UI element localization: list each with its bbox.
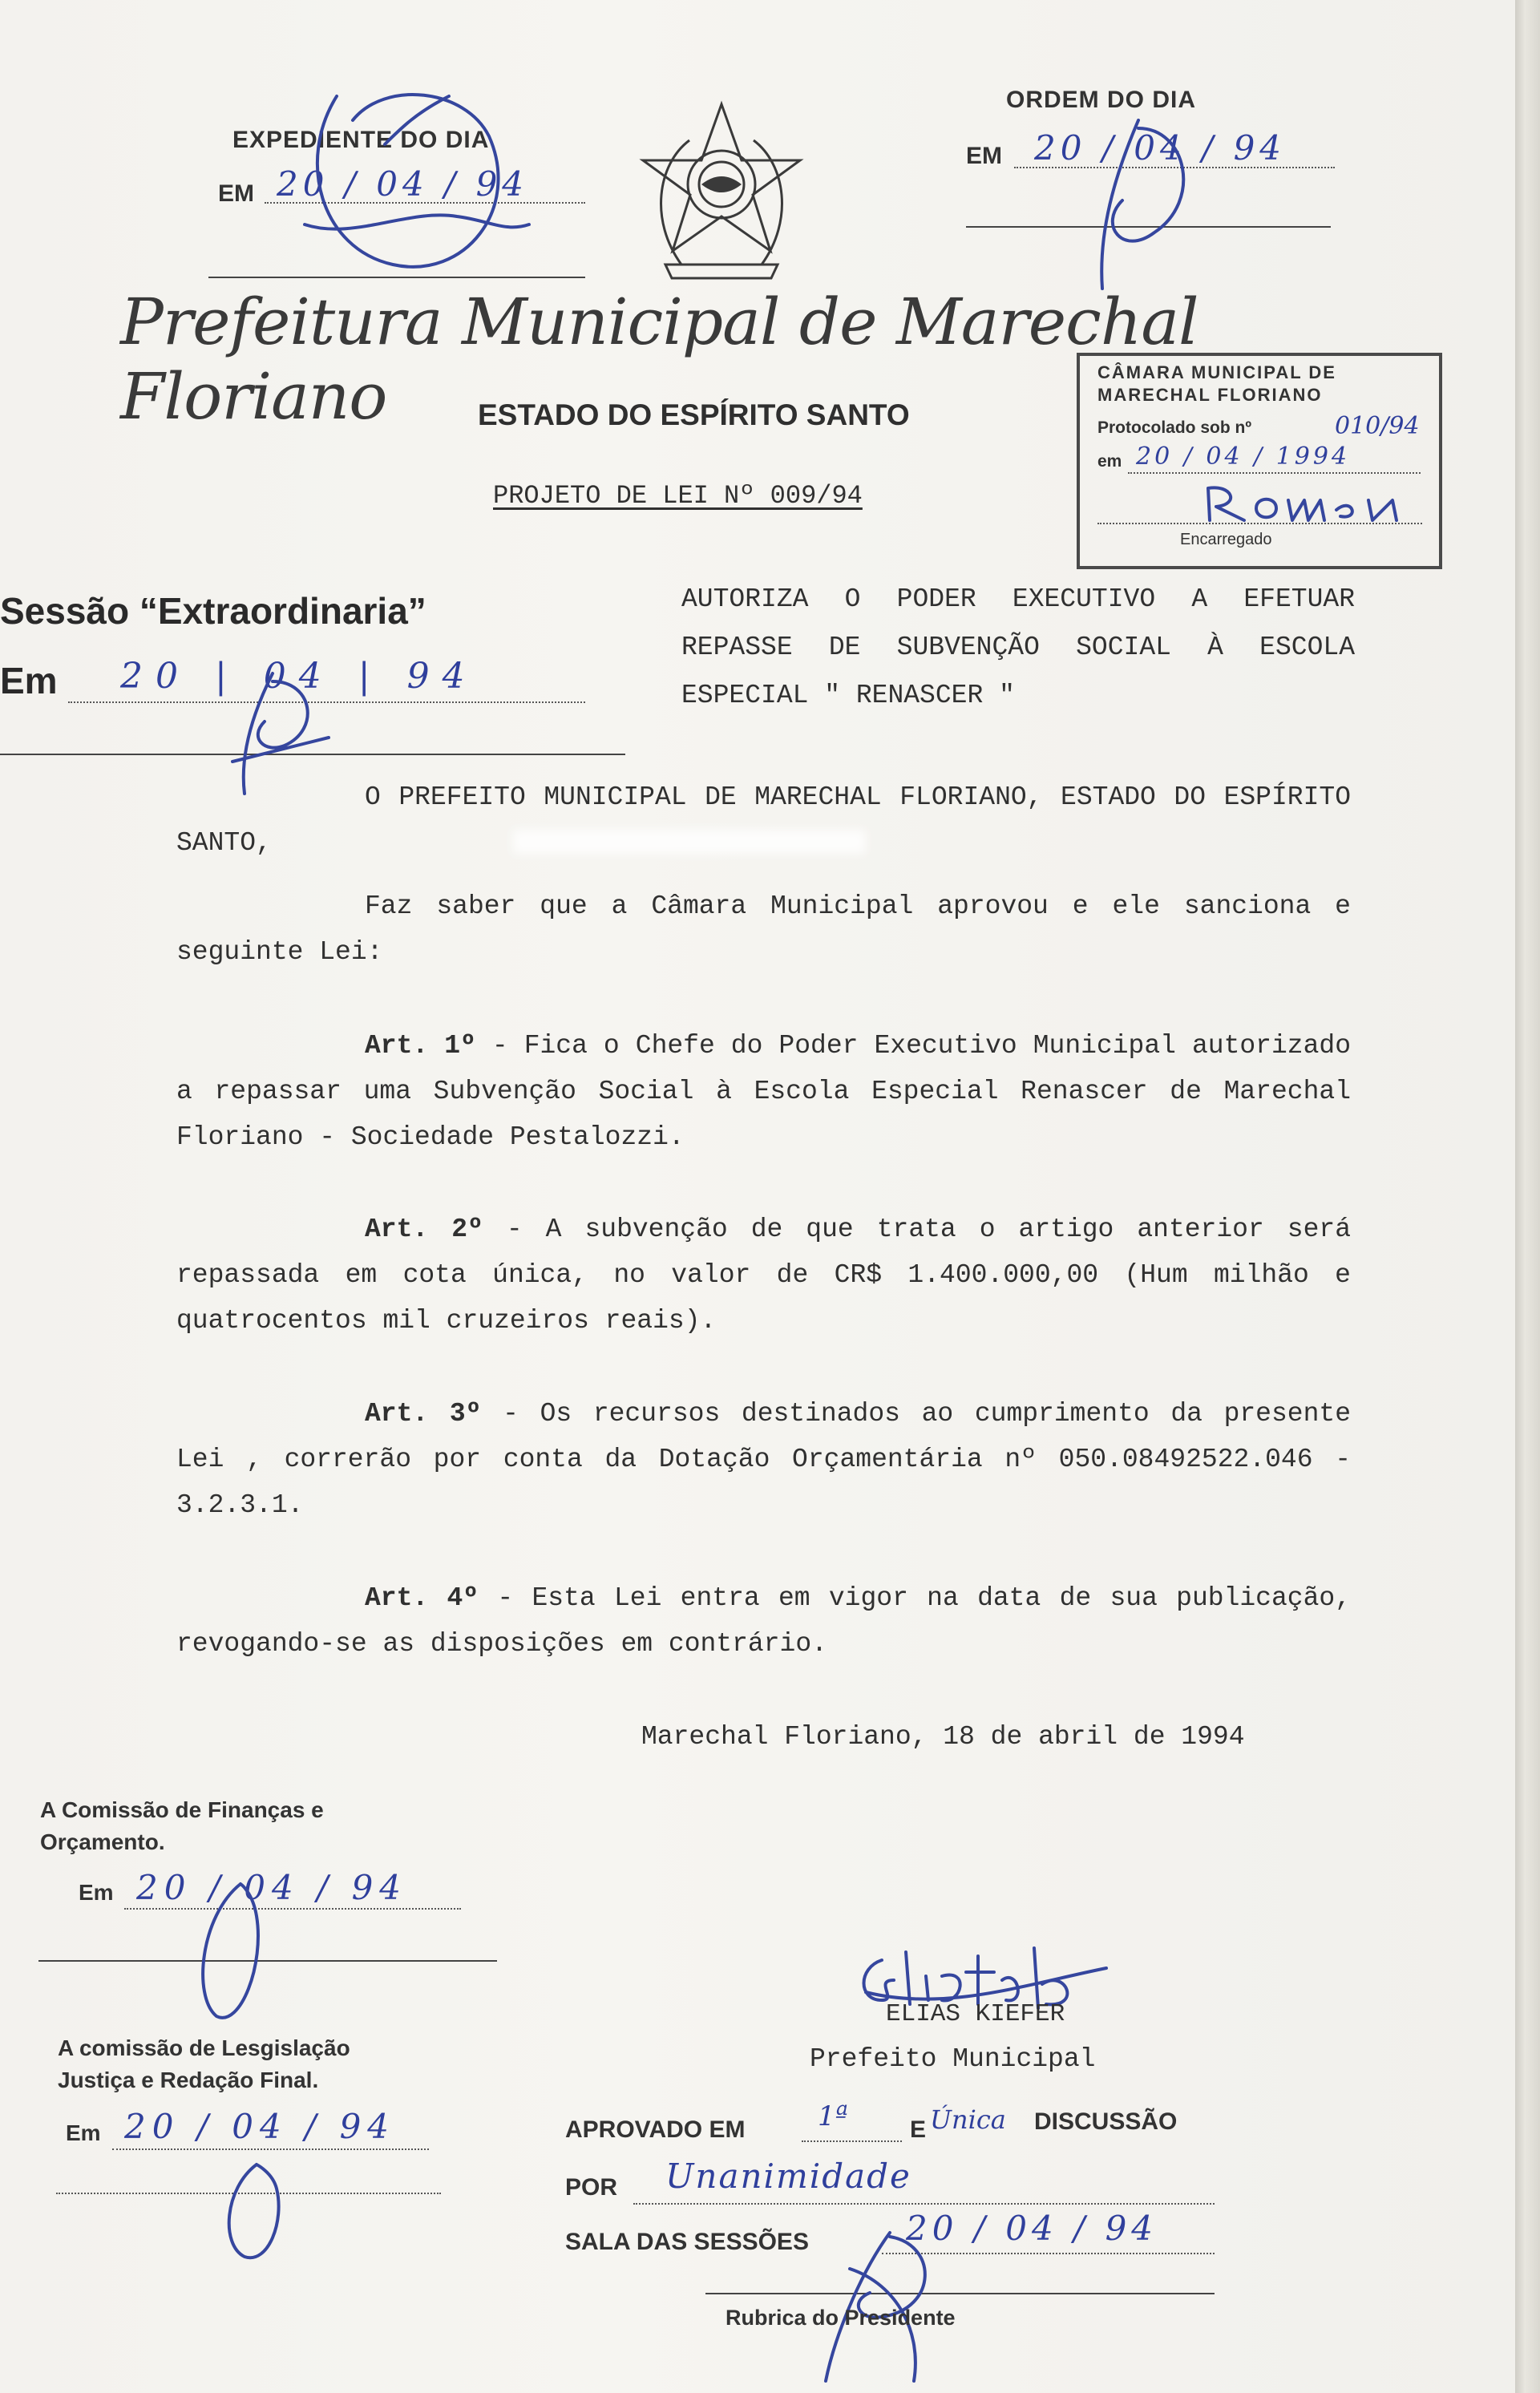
por-value: Unanimidade bbox=[665, 2157, 911, 2196]
sessao-label: Sessão “Extraordinaria” bbox=[0, 590, 426, 632]
comissao-financas-signature bbox=[184, 1868, 289, 2028]
article-2-label: Art. 2º bbox=[365, 1215, 483, 1244]
article-3 bbox=[176, 1391, 1351, 1528]
ordem-signature-scribble bbox=[1066, 104, 1219, 305]
comissao-justica-date-line bbox=[112, 2148, 429, 2150]
rubrica-label: Rubrica do Presidente bbox=[726, 2306, 956, 2330]
protocol-line1: CÂMARA MUNICIPAL DE bbox=[1097, 362, 1336, 382]
expediente-signature-scribble bbox=[289, 64, 545, 305]
protocol-number: 010/94 bbox=[1335, 412, 1420, 440]
aprovado-label: APROVADO EM bbox=[565, 2116, 746, 2143]
comissao-financas-line2: Orçamento. bbox=[40, 1829, 165, 1854]
mayor-role: Prefeito Municipal bbox=[810, 2044, 1096, 2074]
discussao-label: DISCUSSÃO bbox=[1034, 2108, 1178, 2135]
expediente-em-label: EM bbox=[218, 180, 254, 207]
sala-das-sessoes-date: 20 / 04 / 94 bbox=[906, 2209, 1158, 2248]
protocol-date-line bbox=[1128, 472, 1421, 474]
comissao-justica-em-label: Em bbox=[66, 2120, 101, 2145]
page-title: Prefeitura Municipal de Marechal Floriano bbox=[120, 285, 1198, 434]
ementa-text: AUTORIZA O PODER EXECUTIVO A EFETUAR REPASSE DE SUBVENÇÃO SOCIAL À ESCOLA ESPECIAL " RENASCER " bbox=[681, 584, 1355, 710]
protocol-line2: MARECHAL FLORIANO bbox=[1097, 385, 1323, 405]
aprovado-discussion-type: Única bbox=[930, 2104, 1006, 2135]
comissao-financas bbox=[40, 1794, 324, 1858]
protocol-em-label: em bbox=[1097, 452, 1122, 471]
article-4-text: - Esta Lei entra em vigor na data de sua publicação, revogando-se as disposições em contrário. bbox=[176, 1583, 1351, 1659]
comissao-justica-signature bbox=[208, 2157, 305, 2269]
aprovado-discussion-number: 1ª bbox=[818, 2100, 848, 2132]
article-1 bbox=[176, 1023, 1351, 1160]
comissao-justica bbox=[58, 2032, 350, 2096]
comissao-financas-date-line bbox=[124, 1908, 461, 1910]
article-1-text: - Fica o Chefe do Poder Executivo Municipal autorizado a repassar uma Subvenção Social à Escola Especial Renascer de Marechal Floriano - Sociedade Pestalozzi. bbox=[176, 1031, 1351, 1152]
comissao-justica-line1: A comissão de Lesgislação bbox=[58, 2035, 350, 2060]
sessao-date: 20 | 04 | 94 bbox=[120, 656, 478, 697]
protocol-signature-scribble bbox=[1200, 476, 1409, 528]
comissao-financas-line1: A Comissão de Finanças e bbox=[40, 1797, 324, 1822]
sala-das-sessoes-label: SALA DAS SESSÕES bbox=[565, 2229, 809, 2255]
aprovado-line-1 bbox=[802, 2140, 902, 2142]
page-subtitle: ESTADO DO ESPÍRITO SANTO bbox=[478, 398, 910, 431]
ordem-em-label: EM bbox=[966, 143, 1002, 169]
ordem-label: ORDEM DO DIA bbox=[1006, 87, 1196, 113]
article-4 bbox=[176, 1575, 1351, 1667]
protocol-date: 20 / 04 / 1994 bbox=[1136, 443, 1351, 471]
comissao-justica-date: 20 / 04 / 94 bbox=[124, 2107, 396, 2146]
comissao-financas-em-label: Em bbox=[79, 1880, 114, 1905]
page-edge bbox=[1515, 0, 1540, 2393]
protocol-protocolado-label: Protocolado sob nº bbox=[1097, 418, 1252, 437]
protocol-stamp bbox=[1077, 353, 1442, 569]
article-1-label: Art. 1º bbox=[365, 1031, 476, 1061]
article-4-label: Art. 4º bbox=[365, 1583, 479, 1613]
article-2 bbox=[176, 1207, 1351, 1344]
por-label: POR bbox=[565, 2174, 618, 2201]
sessao-em-label: Em bbox=[0, 660, 58, 701]
preamble-text: O PREFEITO MUNICIPAL DE MARECHAL FLORIANO, ESTADO DO ESPÍRITO SANTO, bbox=[176, 782, 1351, 858]
aprovado-e-label: E bbox=[910, 2116, 927, 2143]
expediente-label: EXPEDIENTE DO DIA bbox=[232, 127, 490, 153]
por-line bbox=[633, 2203, 1215, 2205]
redaction-smudge bbox=[513, 830, 866, 854]
protocol-encarregado-label: Encarregado bbox=[1180, 531, 1272, 548]
expediente-date: 20 / 04 / 94 bbox=[277, 164, 529, 204]
ordem-date: 20 / 04 / 94 bbox=[1034, 128, 1287, 168]
comissao-financas-date: 20 / 04 / 94 bbox=[136, 1868, 408, 1907]
article-2-text: - A subvenção de que trata o artigo anterior será repassada em cota única, no valor de CR$ 1.400.000,00 (Hum milhão e quatrocentos mil cruzeiros reais). bbox=[176, 1215, 1352, 1336]
place-and-date: Marechal Floriano, 18 de abril de 1994 bbox=[641, 1722, 1245, 1752]
article-3-label: Art. 3º bbox=[365, 1399, 482, 1429]
mayor-name: ELIAS KIEFER bbox=[886, 2000, 1065, 2028]
faz-saber-paragraph: Faz saber que a Câmara Municipal aprovou e ele sanciona e seguinte Lei: bbox=[176, 891, 1351, 967]
projeto-de-lei-number: PROJETO DE LEI Nº 009/94 bbox=[493, 481, 863, 511]
coat-of-arms-emblem bbox=[633, 92, 810, 293]
comissao-justica-line2: Justiça e Redação Final. bbox=[58, 2068, 319, 2092]
article-3-text: - Os recursos destinados ao cumprimento da presente Lei , correrão por conta da Dotação Orçamentária nº 050.08492522.046 - 3.2.3.1. bbox=[176, 1399, 1351, 1520]
